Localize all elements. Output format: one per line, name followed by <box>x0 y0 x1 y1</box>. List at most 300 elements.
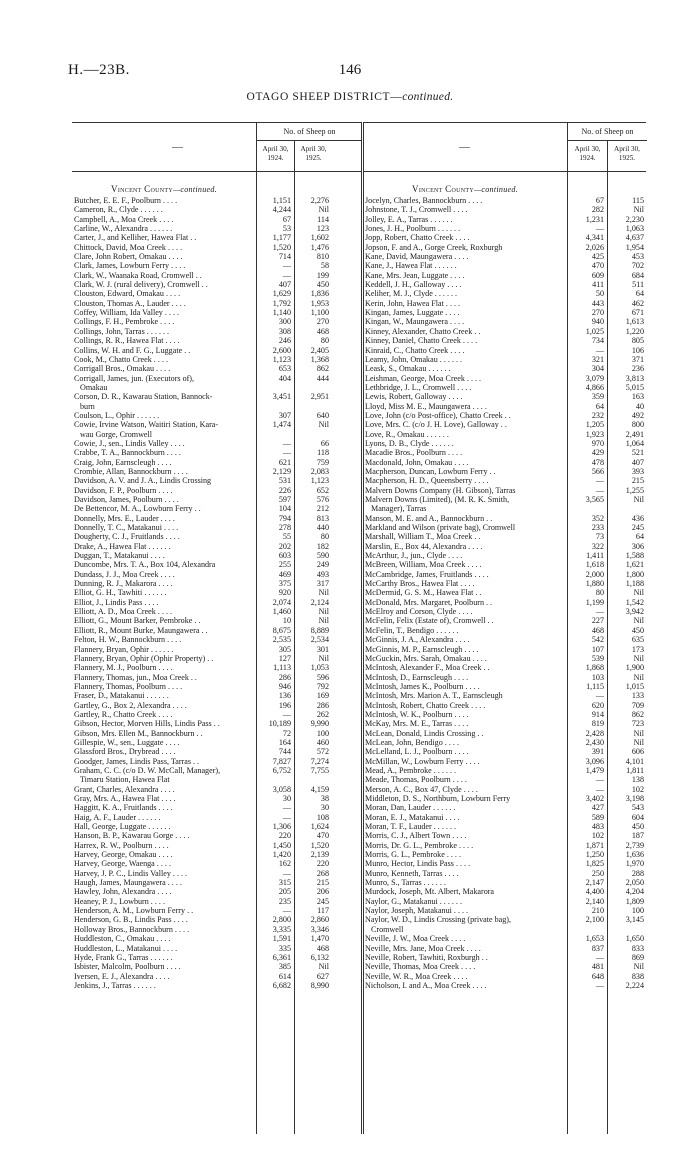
sheep-1925: 635 <box>631 635 644 645</box>
holder-name: McFelin, Felix (Estate of), Cromwell . . <box>365 616 494 626</box>
sheep-1924: 411 <box>592 280 604 290</box>
sheep-1925: 1,970 <box>625 859 644 869</box>
sheep-1924: 107 <box>591 644 604 654</box>
sheep-1924: 470 <box>591 261 604 271</box>
table-row <box>74 196 336 205</box>
table-row <box>365 401 644 411</box>
sheep-1924: 539 <box>591 653 604 663</box>
sheep-1924: 3,451 <box>272 392 291 402</box>
table-row <box>365 541 644 551</box>
holder-name: McIntosh, Alexander F., Moa Creek . . <box>365 663 490 673</box>
table-row <box>74 598 336 607</box>
holder-name: Jones, J. H., Poolburn . . . . . . <box>365 224 461 234</box>
right-header-1924: April 30, 1924. <box>567 140 607 171</box>
sheep-1924: 127 <box>278 653 291 663</box>
table-row <box>74 766 336 775</box>
table-row <box>365 429 644 439</box>
sheep-1925: Nil <box>633 653 644 663</box>
sheep-1924: 837 <box>591 943 604 953</box>
table-row <box>365 962 644 972</box>
sheep-1924: — <box>595 485 604 495</box>
sheep-1925: 245 <box>631 523 644 533</box>
sheep-1925: 40 <box>635 401 644 411</box>
holder-name: Harvey, George, Omakau . . . . <box>74 850 173 860</box>
sheep-1924: 1,140 <box>272 308 291 318</box>
holder-name: Kerin, John, Hawea Flat . . . . <box>365 298 461 308</box>
sheep-1925: 453 <box>631 252 644 262</box>
table-row <box>74 626 336 635</box>
sheep-1924: — <box>282 709 291 719</box>
sheep-1924: 597 <box>278 495 291 504</box>
table-row <box>365 224 644 234</box>
sheep-1924: 72 <box>282 728 291 738</box>
sheep-1924: 3,058 <box>272 784 291 794</box>
sheep-1924: 270 <box>591 308 604 318</box>
table-row <box>365 504 640 513</box>
sheep-1925: 2,276 <box>310 196 329 205</box>
sheep-1924: — <box>595 691 604 701</box>
sheep-1925: 206 <box>316 887 329 897</box>
table-row <box>74 224 336 233</box>
sheep-1925: 115 <box>632 196 644 205</box>
table-row <box>365 822 644 832</box>
table-row <box>74 691 336 700</box>
table-row <box>74 869 336 878</box>
holder-name: Jolley, E. A., Tarras . . . . . . <box>365 214 453 224</box>
sheep-1925: 4,637 <box>625 233 644 243</box>
holder-name: Collings, F. H., Pembroke . . . . <box>74 317 175 327</box>
sheep-1924: 103 <box>591 672 604 682</box>
holder-name: Crombie, Allan, Bannockburn . . . . <box>74 466 188 476</box>
sheep-1925: 450 <box>316 280 329 290</box>
page-number: 146 <box>338 62 362 78</box>
holder-name: Huddleston, C., Omakau . . . . <box>74 934 171 944</box>
table-row <box>74 934 336 943</box>
sheep-1924: 2,800 <box>272 915 291 925</box>
holder-name: McDonald, Mrs. Margaret, Poolburn . . <box>365 597 493 607</box>
table-row <box>365 737 644 747</box>
table-row <box>365 709 644 719</box>
table-row <box>74 299 336 308</box>
sheep-1924: — <box>282 261 291 271</box>
table-row <box>74 205 336 214</box>
table-row <box>365 616 644 626</box>
sheep-1924: 255 <box>278 560 291 570</box>
sheep-1924: 566 <box>591 466 604 476</box>
table-row <box>365 756 644 766</box>
sheep-1924: — <box>595 476 604 486</box>
sheep-1925: 511 <box>632 280 644 290</box>
holder-name: Henderson, G. B., Lindis Pass . . . . <box>74 915 188 925</box>
table-row <box>365 457 644 467</box>
sheep-1924: 2,535 <box>272 635 291 645</box>
holder-name: Lyons, D. B., Clyde . . . . . . <box>365 438 454 448</box>
sheep-1925: Nil <box>318 420 329 430</box>
sheep-1925: 684 <box>631 270 644 280</box>
holder-name: Cromwell <box>371 924 404 934</box>
table-row <box>74 523 336 532</box>
sheep-1925: 1,476 <box>310 242 329 252</box>
table-row <box>74 654 336 663</box>
holder-name: McGinnis, M. P., Earnscleugh . . . . <box>365 644 479 654</box>
sheep-1925: 1,220 <box>625 326 644 336</box>
holder-name: Middleton, D. S., Northburn, Lowburn Ferry <box>365 794 511 803</box>
sheep-1925: 4,204 <box>625 887 644 897</box>
table-row <box>365 719 644 729</box>
holder-name: Goodger, James, Lindis Pass, Tarras . . <box>74 756 200 766</box>
holder-name: Hawley, John, Alexandra . . . . <box>74 887 172 897</box>
holder-name: Corrigall, James, jun. (Executors of), <box>74 373 195 383</box>
holder-name: Dunning, R. J., Makarora . . . . <box>74 579 173 589</box>
holder-name: Collings, John, Tarras . . . . . . <box>74 326 170 336</box>
sheep-1925: 286 <box>316 700 329 710</box>
sheep-1925: Nil <box>633 737 644 747</box>
sheep-1925: Nil <box>633 588 644 598</box>
table-row <box>365 625 644 635</box>
holder-name: Haggitt, K. A., Fruitlands . . . . <box>74 803 173 813</box>
table-row <box>74 757 336 766</box>
table-row <box>365 952 644 962</box>
sheep-1925: 833 <box>631 943 644 953</box>
holder-name: Henderson, A. M., Lowburn Ferry . . <box>74 906 194 916</box>
table-row <box>74 402 336 411</box>
holder-name: Collins, W. H. and F. G., Luggate . . <box>74 345 191 355</box>
sheep-1925: 64 <box>635 532 644 542</box>
sheep-1924: 278 <box>278 523 291 533</box>
table-row <box>365 831 644 841</box>
table-row <box>74 261 336 270</box>
sheep-1925: 220 <box>316 859 329 869</box>
sheep-1925: 2,083 <box>310 466 329 476</box>
table-row <box>74 803 336 812</box>
sheep-1924: 2,074 <box>272 597 291 607</box>
sheep-1924: 794 <box>278 513 291 523</box>
holder-name: Leask, S., Omakau . . . . . . <box>365 364 451 374</box>
right-header-1925: April 30, 1925. <box>607 140 646 171</box>
table-row <box>74 504 336 513</box>
table-row <box>74 560 336 569</box>
sheep-1925: 2,139 <box>310 850 329 860</box>
sheep-1924: 940 <box>591 317 604 327</box>
table-row <box>365 410 644 420</box>
holder-name: Manson, M. E. and A., Bannockburn . . <box>365 513 493 523</box>
sheep-1924: 308 <box>278 326 291 336</box>
sheep-1924: 1,199 <box>585 597 604 607</box>
holder-name: Grant, Charles, Alexandra . . . . <box>74 784 175 794</box>
sheep-1925: 1,064 <box>625 438 644 448</box>
sheep-1925: 133 <box>631 691 644 701</box>
holder-name: Davidson, F. P., Poolburn . . . . <box>74 485 173 495</box>
table-row <box>365 523 644 533</box>
sheep-1925: 2,951 <box>310 392 329 402</box>
sheep-1924: 1,923 <box>585 429 604 439</box>
sheep-1924: 1,653 <box>585 934 604 944</box>
table-row <box>365 289 644 299</box>
sheep-1925: 468 <box>316 326 329 336</box>
sheep-1924: 220 <box>278 831 291 841</box>
table-row <box>74 588 336 597</box>
holder-name: McKay, Mrs. M. E., Tarras . . . . <box>365 719 469 729</box>
holder-name: Jocelyn, Charles, Bannockburn . . . . <box>365 196 483 205</box>
table-row <box>365 868 644 878</box>
table-row <box>74 897 336 906</box>
table-row <box>74 542 336 551</box>
table-row <box>74 355 336 364</box>
table-row <box>365 373 644 383</box>
sheep-1924: 1,025 <box>585 326 604 336</box>
sheep-1925: 702 <box>631 261 644 271</box>
sheep-1925: 80 <box>320 532 329 542</box>
table-row <box>365 579 644 589</box>
sheep-1925: 3,198 <box>625 794 644 803</box>
holder-name: Drake, A., Hawea Flat . . . . . . <box>74 541 171 551</box>
holder-name: Naylor, G., Matakanui . . . . . . <box>365 896 463 906</box>
sheep-1924: 653 <box>278 364 291 374</box>
sheep-1925: Nil <box>318 588 329 598</box>
table-row <box>74 495 336 504</box>
holder-name: Cook, M., Chatto Creek . . . . <box>74 354 168 364</box>
page-ref: H.—23B. <box>68 62 130 78</box>
table-row <box>365 859 644 869</box>
sheep-1925: Nil <box>318 205 329 215</box>
holder-name: Harrex, R. W., Poolburn . . . . <box>74 840 169 850</box>
sheep-1924: 2,600 <box>272 345 291 355</box>
holder-name: Kingan, James, Luggate . . . . <box>365 308 460 318</box>
sheep-1925: 100 <box>316 728 329 738</box>
sheep-1924: 30 <box>282 794 291 803</box>
table-row <box>365 233 644 243</box>
table-row <box>74 906 336 915</box>
table-row <box>365 214 644 224</box>
sheep-1924: 404 <box>278 373 291 383</box>
holder-name: McIntosh, W. K., Poolburn . . . . <box>365 709 469 719</box>
sheep-1924: 819 <box>591 719 604 729</box>
sheep-1924: 246 <box>278 336 291 346</box>
left-rows <box>74 196 336 990</box>
table-row <box>74 635 336 644</box>
holder-name: Davidson, James, Poolburn . . . . <box>74 495 179 504</box>
holder-name: Fraser, D., Matakanui . . . . . . <box>74 691 169 701</box>
sheep-1924: — <box>282 270 291 280</box>
table-row <box>365 896 644 906</box>
holder-name: Neville, J. W., Moa Creek . . . . <box>365 934 466 944</box>
holder-name: Huddleston, L., Matakanui . . . . <box>74 943 178 953</box>
table-row <box>74 962 336 971</box>
sheep-1924: 305 <box>278 644 291 654</box>
holder-name: Gray, Mrs. A., Hawea Flat . . . . <box>74 794 176 803</box>
sheep-1925: 80 <box>320 336 329 346</box>
holder-name: Dundass, J. J., Moa Creek . . . . <box>74 569 175 579</box>
sheep-1925: Nil <box>318 616 329 626</box>
table-row <box>365 681 644 691</box>
holder-name: Corson, D. R., Kawarau Station, Bannock- <box>74 392 213 402</box>
sheep-1924: 1,479 <box>585 765 604 775</box>
table-row <box>74 859 336 868</box>
table-center-rule-2 <box>363 122 364 1134</box>
sheep-1925: 7,274 <box>310 756 329 766</box>
sheep-1924: 478 <box>591 457 604 467</box>
table-row <box>74 663 336 672</box>
holder-name: Lloyd, Miss M. E., Maungawera . . . . <box>365 401 487 411</box>
sheep-1924: 53 <box>282 224 291 234</box>
holder-name: Gibson, Mrs. Ellen M., Bannockburn . . <box>74 728 203 738</box>
holder-name: Cowie, Irvine Watson, Waitiri Station, Kara- <box>74 420 219 430</box>
holder-name: Moran, Dan, Lauder . . . . . . <box>365 803 456 813</box>
holder-name: McDermid, G. S. M., Hawea Flat . . <box>365 588 482 598</box>
sheep-1924: 136 <box>278 691 291 701</box>
sheep-1924: 164 <box>278 737 291 747</box>
sheep-1925: 671 <box>631 308 644 318</box>
table-row <box>74 701 336 710</box>
holder-name: McLean, Donald, Lindis Crossing . . <box>365 728 484 738</box>
table-row <box>74 252 336 261</box>
holder-name: Omakau <box>80 382 108 392</box>
sheep-1925: 371 <box>631 354 644 364</box>
sheep-1925: Nil <box>318 653 329 663</box>
sheep-1924: 315 <box>278 878 291 888</box>
sheep-1924: 1,880 <box>585 579 604 589</box>
sheep-1924: 407 <box>278 280 291 290</box>
sheep-1924: 2,026 <box>585 242 604 252</box>
sheep-1925: 444 <box>316 373 329 383</box>
table-row <box>365 392 644 402</box>
holder-name: Manager), Tarras <box>371 504 427 514</box>
table-row <box>365 878 644 888</box>
holder-name: McArthur, J., jun., Clyde . . . . <box>365 551 463 561</box>
holder-name: Moran, E. J., Matakanui . . . . <box>365 812 460 822</box>
table-row <box>365 354 644 364</box>
sheep-1925: 1,520 <box>310 840 329 850</box>
sheep-1924: 202 <box>278 541 291 551</box>
sheep-1925: 1,809 <box>625 896 644 906</box>
table-row <box>74 915 336 924</box>
table-row <box>365 980 644 990</box>
holder-name: Gartley, G., Box 2, Alexandra . . . . <box>74 700 187 710</box>
table-row <box>365 700 644 710</box>
holder-name: Kinney, Daniel, Chatto Creek . . . . <box>365 336 478 346</box>
sheep-1924: 1,250 <box>585 850 604 860</box>
holder-name: Collings, R. R., Hawea Flat . . . . <box>74 336 180 346</box>
document-title <box>0 91 700 103</box>
sheep-1925: 301 <box>316 644 329 654</box>
sheep-1924: 1,115 <box>586 681 604 691</box>
holder-name: Lewis, Robert, Galloway . . . . <box>365 392 463 402</box>
table-row <box>365 644 644 654</box>
table-row <box>365 466 644 476</box>
sheep-1924: 73 <box>595 532 604 542</box>
table-row <box>74 448 336 457</box>
holder-name: Haugh, James, Maungawera . . . . <box>74 878 182 888</box>
holder-name: Gillespie, W., sen., Luggate . . . . <box>74 737 180 747</box>
sheep-1924: 359 <box>591 392 604 402</box>
sheep-1924: 914 <box>591 709 604 719</box>
table-row <box>365 196 644 205</box>
sheep-1925: 1,063 <box>625 224 644 234</box>
sheep-1924: 6,361 <box>272 952 291 962</box>
sheep-1925: 470 <box>316 831 329 841</box>
sheep-1924: 4,341 <box>585 233 604 243</box>
left-header-group: No. of Sheep on <box>256 123 362 141</box>
sheep-1925: 1,542 <box>625 597 644 607</box>
sheep-1924: 483 <box>591 822 604 832</box>
holder-name: Macpherson, Duncan, Lowburn Ferry . . <box>365 466 496 476</box>
sheep-1925: 792 <box>316 681 329 691</box>
holder-name: Elliott, A. D., Moa Creek . . . . <box>74 607 173 617</box>
sheep-1925: 652 <box>316 485 329 495</box>
table-row <box>365 775 644 785</box>
sheep-1924: 429 <box>591 448 604 458</box>
sheep-1925: 838 <box>631 971 644 981</box>
sheep-1924: — <box>282 438 291 448</box>
holder-name: Haig, A. F., Lauder . . . . . . <box>74 812 161 822</box>
table-row <box>74 841 336 850</box>
sheep-1924: — <box>595 607 604 617</box>
sheep-1924: 4,244 <box>272 205 291 215</box>
sheep-1924: 250 <box>591 868 604 878</box>
sheep-1924: 1,151 <box>272 196 291 205</box>
sheep-1924: 1,113 <box>273 663 291 673</box>
holder-name: Neville, Thomas, Moa Creek . . . . <box>365 962 476 972</box>
holder-name: Clouston, Edward, Omakau . . . . <box>74 289 181 299</box>
holder-name: Leishman, George, Moa Creek . . . . <box>365 373 482 383</box>
holder-name: Crabbe, T. A., Bannockburn . . . . <box>74 448 181 458</box>
sheep-1924: 391 <box>591 747 604 757</box>
holder-name: Gartley, R., Chatto Creek . . . . <box>74 709 173 719</box>
table-row <box>74 532 336 541</box>
sheep-1924: 3,079 <box>585 373 604 383</box>
holder-name: burn <box>80 401 95 411</box>
sheep-1925: 8,889 <box>310 625 329 635</box>
sheep-1925: 9,990 <box>310 719 329 729</box>
sheep-1925: Nil <box>633 728 644 738</box>
sheep-1925: Nil <box>318 962 329 972</box>
holder-name: Neville, Mrs. Jane, Moa Creek . . . . <box>365 943 481 953</box>
sheep-1925: 182 <box>316 541 329 551</box>
holder-name: Iversen, E. J., Alexandra . . . . <box>74 971 170 981</box>
sheep-1925: 2,050 <box>625 878 644 888</box>
sheep-1924: 4,866 <box>585 382 604 392</box>
table-row <box>74 981 336 990</box>
holder-name: Hall, George, Luggate . . . . . . <box>74 822 171 832</box>
holder-name: Kingan, W., Maungawera . . . . <box>365 317 465 327</box>
holder-name: Duncombe, Mrs. T. A., Box 104, Alexandra <box>74 560 216 570</box>
sheep-1925: 163 <box>631 392 644 402</box>
sheep-1925: 2,224 <box>625 980 644 990</box>
right-table-header <box>363 123 646 171</box>
holder-name: Dougherty, C. J., Fruitlands . . . . <box>74 532 180 542</box>
table-row <box>365 495 644 504</box>
sheep-1924: 7,827 <box>272 756 291 766</box>
sheep-1925: 199 <box>316 270 329 280</box>
holder-name: Murdock, Joseph, Mt. Albert, Makarora <box>365 887 495 897</box>
holder-name: Felton, H. W., Bannockburn . . . . <box>74 635 182 645</box>
sheep-1925: 723 <box>631 719 644 729</box>
sheep-1925: 306 <box>631 541 644 551</box>
sheep-1925: 521 <box>631 448 644 458</box>
sheep-1925: 3,942 <box>625 607 644 617</box>
sheep-1925: 606 <box>631 747 644 757</box>
holder-name: McFelin, T., Bendigo . . . . . . <box>365 625 459 635</box>
sheep-1925: 596 <box>316 672 329 682</box>
table-row <box>365 345 644 355</box>
sheep-1925: 212 <box>316 504 329 514</box>
table-row <box>365 887 644 897</box>
sheep-1924: — <box>595 952 604 962</box>
sheep-1925: 709 <box>631 700 644 710</box>
sheep-1924: 744 <box>278 747 291 757</box>
sheep-1924: 385 <box>278 962 291 972</box>
table-row <box>74 813 336 822</box>
